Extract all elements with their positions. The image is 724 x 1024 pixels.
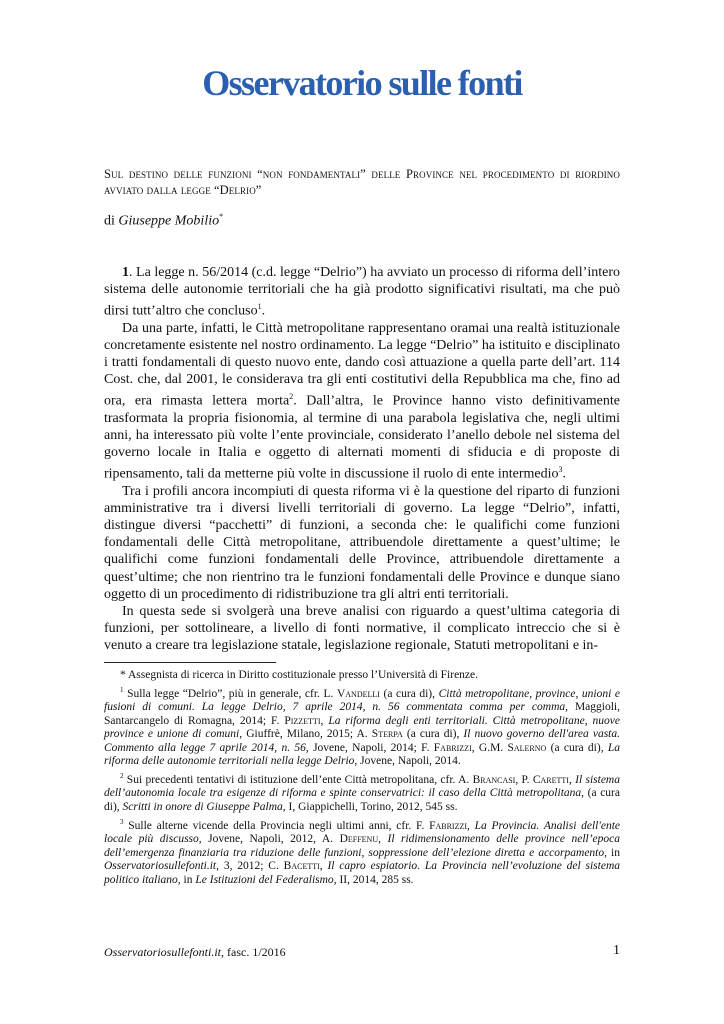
paragraph-3: Tra i profili ancora incompiuti di questa riforma vi è la questione del riparto di funzioni amministrative tra i diversi livelli territoriali di governo. La legge “Delrio”, infatti, distingue diversi “pacchetti” di funzioni, a seconda che: le qualifichi come funzioni fondamentali delle Città metropolitane, attribuendole direttamente a quest’ultime; le qualifichi come funzioni fondamentali delle Province, attribuendole direttamente a quest’ultime; che non rientrino tra le funzioni fondamentali delle Province e dunque siano oggetto di un procedimento di ridistribuzione tra gli altri enti territoriali. (104, 484, 620, 602)
author-name: Giuseppe Mobilio (118, 213, 220, 229)
paragraph-2: Da una parte, infatti, le Città metropolitane rappresentano oramai una realtà istituzionale concretamente esistente nel nostro ordinamento. La legge “Delrio” ha istituito e disciplinato i tratti fondamentali di questo nuovo ente, dando così attuazione a quella parte dell’art. 114 Cost. che, dal 2001, le considerava tra gli enti costitutivi della Repubblica ma che, fino ad ora, era rimasta lettera morta$^2$. Dall’altra, le Province hanno visto definitivamente trasformata la propria fisionomia, al termine di una parabola legislativa che, negli ultimi anni, ha interessato più volte l’ente provinciale, considerato l’anello debole nel sistema del governo locale in Italia e oggetto di alternati momenti di sfiducia e di proposte di ripensamento, tali da metterne più volte in discussione il ruolo di ente intermedio$^3$. (104, 320, 620, 482)
article-title: Sul destino delle funzioni “non fondamentali” delle Province nel procedimento di riordino avviato dalla legge “Delrio” (104, 167, 620, 197)
footnote-1: $^1$ Sulla legge “Delrio”, più in generale, cfr. L. Vandelli (a cura di), Città metropolitane, province, unioni e fusioni di comuni. La legge Delrio, 7 aprile 2014, n. 56 commentata comma per comma, Maggioli, Santarcangelo di Romagna, 2014; F. Pizzetti, La riforma degli enti territoriali. Città metropolitane, nuove province e unione di comuni, Giuffrè, Milano, 2015; A. Sterpa (a cura di), Il nuovo governo dell'area vasta. Commento alla legge 7 aprile 2014, n. 56, Jovene, Napoli, 2014; F. Fabrizzi, G.M. Salerno (a cura di), La riforma delle autonomie territoriali nella legge Delrio, Jovene, Napoli, 2014. (104, 685, 621, 768)
footnote-ref-1[interactable]: 1 (257, 302, 262, 312)
article-body (104, 264, 620, 654)
footer-site[interactable]: Osservatoriosullefonti.it (104, 945, 221, 959)
footnote-ref-2[interactable]: 2 (289, 392, 294, 402)
footer-citation: Osservatoriosullefonti.it, fasc. 1/2016 (104, 945, 286, 959)
footnote-2: $^2$ Sui precedenti tentativi di istituzione dell’ente Città metropolitana, cfr. A. Brancasi, P. Caretti, Il sistema dell’autonomia locale tra esigenze di riforma e spinte conservatrici: il caso della Città metropolitana, (a cura di), Scritti in onore di Giuseppe Palma, I, Giappichelli, Torino, 2012, 545 ss. (104, 771, 620, 813)
paragraph-1: 1. La legge n. 56/2014 (c.d. legge “Delrio”) ha avviato un processo di riforma dell’intero sistema delle autonomie territoriali che ha già prodotto significativi risultati, ma che può dirsi tutt’altro che concluso$^1$. (104, 265, 620, 319)
footnote-3: $^3$ Sulle alterne vicende della Provincia negli ultimi anni, cfr. F. Fabrizzi, La Provincia. Analisi dell'ente locale più discusso, Jovene, Napoli, 2012, A. Deffenu, Il ridimensionamento delle province nell’epoca dell’emergenza finanziaria tra riduzione delle funzioni, soppressione dell’elezione diretta e accorpamento, in Osservatoriosullefonti.it, 3, 2012; C. Bacetti, Il capro espiatorio. La Provincia nell’evoluzione del sistema politico italiano, in Le Istituzioni del Federalismo, II, 2014, 285 ss. (104, 817, 621, 886)
footnotes (104, 669, 620, 888)
author-note-mark[interactable]: * (219, 212, 224, 221)
footnote-divider (104, 662, 276, 663)
byline: di Giuseppe Mobilio* (104, 212, 224, 229)
journal-title: Osservatorio sulle fonti (202, 63, 522, 103)
footnote-star: * Assegnista di ricerca in Diritto costituzionale presso l’Università di Firenze. (120, 669, 479, 681)
page-number: 1 (613, 943, 620, 958)
paragraph-4: In questa sede si svolgerà una breve analisi con riguardo a quest’ultima categoria di funzioni, per sottolineare, a livello di fonti normative, il complicato intreccio che si è venuto a creare tra legislazione statale, legislazione regionale, Statuti metropolitani e in- (104, 603, 620, 653)
footnote-ref-3[interactable]: 3 (558, 465, 563, 475)
section-number: 1 (122, 265, 129, 280)
